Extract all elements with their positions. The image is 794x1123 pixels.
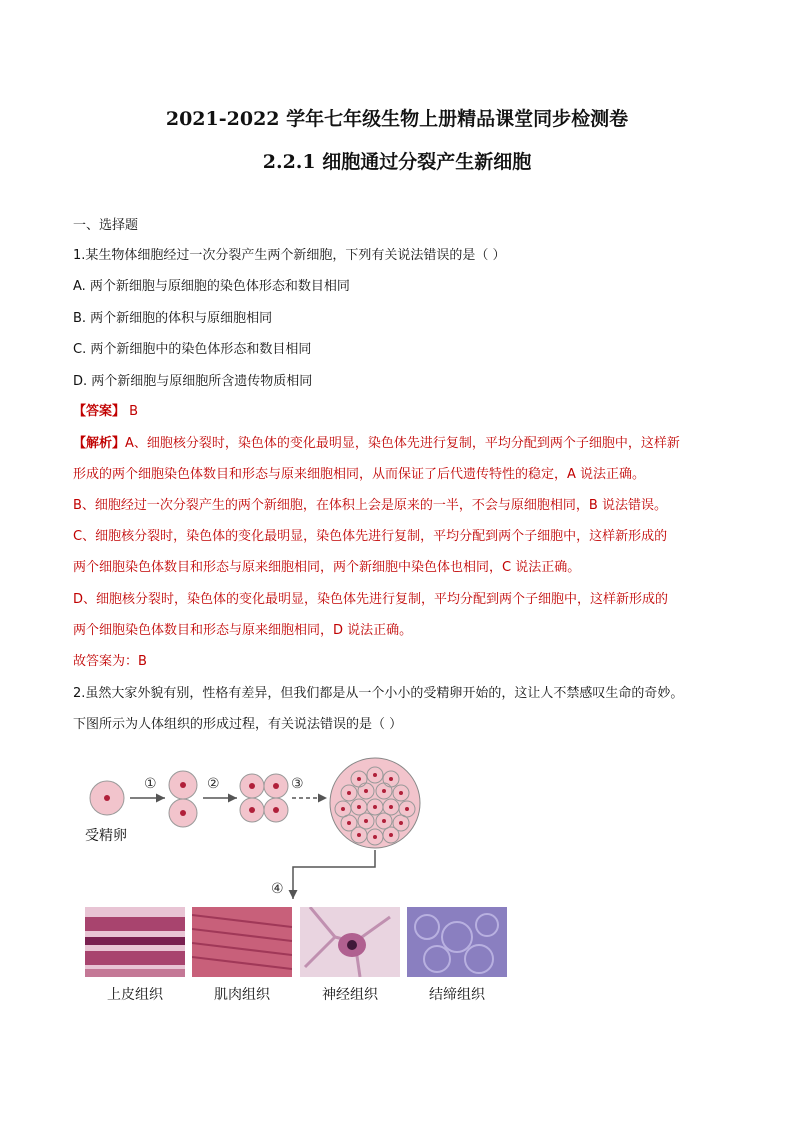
section-heading: 一、选择题 bbox=[73, 218, 139, 233]
q2-stem-1: 2.虽然大家外貌有别，性格有差异，但我们都是从一个小小的受精卵开始的，这让人不禁感叹生命的奇妙。 bbox=[73, 686, 684, 701]
q1-analysis-7: 两个细胞染色体数目和形态与原来细胞相同，D 说法正确。 bbox=[73, 623, 413, 638]
step-3-label: ③ bbox=[291, 776, 304, 792]
q1-option-a: A. 两个新细胞与原细胞的染色体形态和数目相同 bbox=[73, 279, 350, 294]
q1-option-d: D. 两个新细胞与原细胞所含遗传物质相同 bbox=[73, 374, 313, 389]
step-4-label: ④ bbox=[271, 881, 284, 897]
epithelial-tissue-image bbox=[85, 907, 185, 977]
label-epithelial: 上皮组织 bbox=[107, 987, 163, 1003]
q1-analysis-3: B、细胞经过一次分裂产生的两个新细胞，在体积上会是原来的一半，不会与原细胞相同，B 说法错误。 bbox=[73, 498, 667, 513]
label-nerve: 神经组织 bbox=[322, 987, 378, 1003]
q1-analysis-4: C、细胞核分裂时，染色体的变化最明显，染色体先进行复制，平均分配到两个子细胞中，这样新形成的 bbox=[73, 529, 668, 544]
q1-final-answer: 故答案为：B bbox=[73, 654, 147, 669]
q1-answer bbox=[73, 403, 138, 421]
cell-mass bbox=[330, 758, 420, 848]
division-diagram bbox=[85, 755, 505, 905]
arrow-step-4 bbox=[293, 850, 375, 899]
nerve-tissue-image bbox=[300, 907, 400, 977]
q1-analysis-6: D、细胞核分裂时，染色体的变化最明显，染色体先进行复制，平均分配到两个子细胞中，这样新形成的 bbox=[73, 592, 669, 607]
label-muscle: 肌肉组织 bbox=[214, 987, 270, 1003]
doc-subtitle: 2.2.1 细胞通过分裂产生新细胞 bbox=[262, 151, 532, 173]
q1-stem: 1.某生物体细胞经过一次分裂产生两个新细胞，下列有关说法错误的是（ ） bbox=[73, 248, 506, 263]
label-connective: 结缔组织 bbox=[429, 987, 485, 1003]
answer-value: B bbox=[129, 404, 139, 419]
analysis-tag: 【解析】 bbox=[73, 436, 126, 451]
q2-stem-2: 下图所示为人体组织的形成过程，有关说法错误的是（ ） bbox=[73, 717, 403, 732]
q1-analysis-5: 两个细胞染色体数目和形态与原来细胞相同，两个新细胞中染色体也相同，C 说法正确。 bbox=[73, 560, 581, 575]
q1-option-c: C. 两个新细胞中的染色体形态和数目相同 bbox=[73, 342, 312, 357]
doc-title: 2021-2022 学年七年级生物上册精品课堂同步检测卷 bbox=[165, 108, 629, 130]
egg-label: 受精卵 bbox=[85, 828, 127, 844]
q1-option-b: B. 两个新细胞的体积与原细胞相同 bbox=[73, 311, 273, 326]
muscle-tissue-image bbox=[192, 907, 292, 977]
step-2-label: ② bbox=[207, 776, 220, 792]
fertilized-egg bbox=[90, 781, 124, 815]
answer-tag: 【答案】 bbox=[73, 404, 126, 419]
q1-analysis-2: 形成的两个细胞染色体数目和形态与原来细胞相同，从而保证了后代遗传特性的稳定，A 说法正确。 bbox=[73, 467, 646, 482]
two-cell-stage bbox=[169, 771, 197, 827]
step-1-label: ① bbox=[144, 776, 157, 792]
tissue-formation-diagram bbox=[85, 755, 505, 1005]
connective-tissue-image bbox=[407, 907, 507, 977]
four-cell-stage bbox=[240, 774, 288, 822]
analysis-text: A、细胞核分裂时，染色体的变化最明显，染色体先进行复制，平均分配到两个子细胞中，这样新 bbox=[125, 436, 680, 451]
q1-analysis-1 bbox=[73, 435, 680, 453]
